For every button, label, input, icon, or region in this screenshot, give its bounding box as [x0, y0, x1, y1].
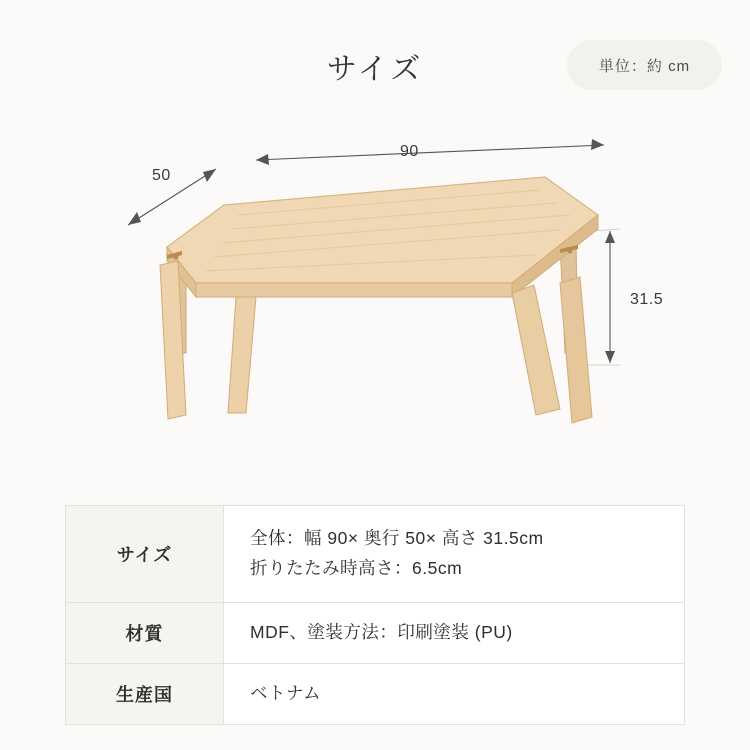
table-dimension-illustration — [0, 115, 750, 500]
unit-badge — [567, 40, 722, 90]
spec-row-header: 材質 — [66, 603, 224, 663]
spec-row-value-line: MDF、塗装方法：印刷塗装 (PU) — [250, 622, 513, 643]
spec-row-header: 生産国 — [66, 664, 224, 724]
table-row — [66, 664, 684, 725]
spec-row-value-line: 全体：幅 90× 奥行 50× 高さ 31.5cm — [250, 528, 544, 549]
dimension-width-label: 90 — [400, 143, 419, 160]
spec-row-value — [224, 664, 684, 724]
spec-row-header: サイズ — [66, 506, 224, 602]
page-title: サイズ — [326, 53, 424, 86]
unit-badge-label: 単位：約 cm — [598, 57, 691, 75]
spec-row-value-line: ベトナム — [250, 683, 322, 704]
spec-row-value — [224, 506, 684, 602]
spec-row-value-line: 折りたたみ時高さ：6.5cm — [250, 558, 463, 578]
dimension-height-label: 31.5 — [630, 291, 664, 308]
table-leg-front-left — [228, 297, 256, 413]
spec-table — [65, 505, 685, 725]
table-row — [66, 506, 684, 603]
table-leg-front-right — [512, 285, 560, 415]
table-drawing — [160, 177, 598, 423]
table-row — [66, 603, 684, 664]
dimension-depth-label: 50 — [152, 167, 171, 184]
header — [0, 0, 750, 115]
spec-row-value — [224, 603, 684, 663]
table-front-edge — [196, 283, 512, 297]
